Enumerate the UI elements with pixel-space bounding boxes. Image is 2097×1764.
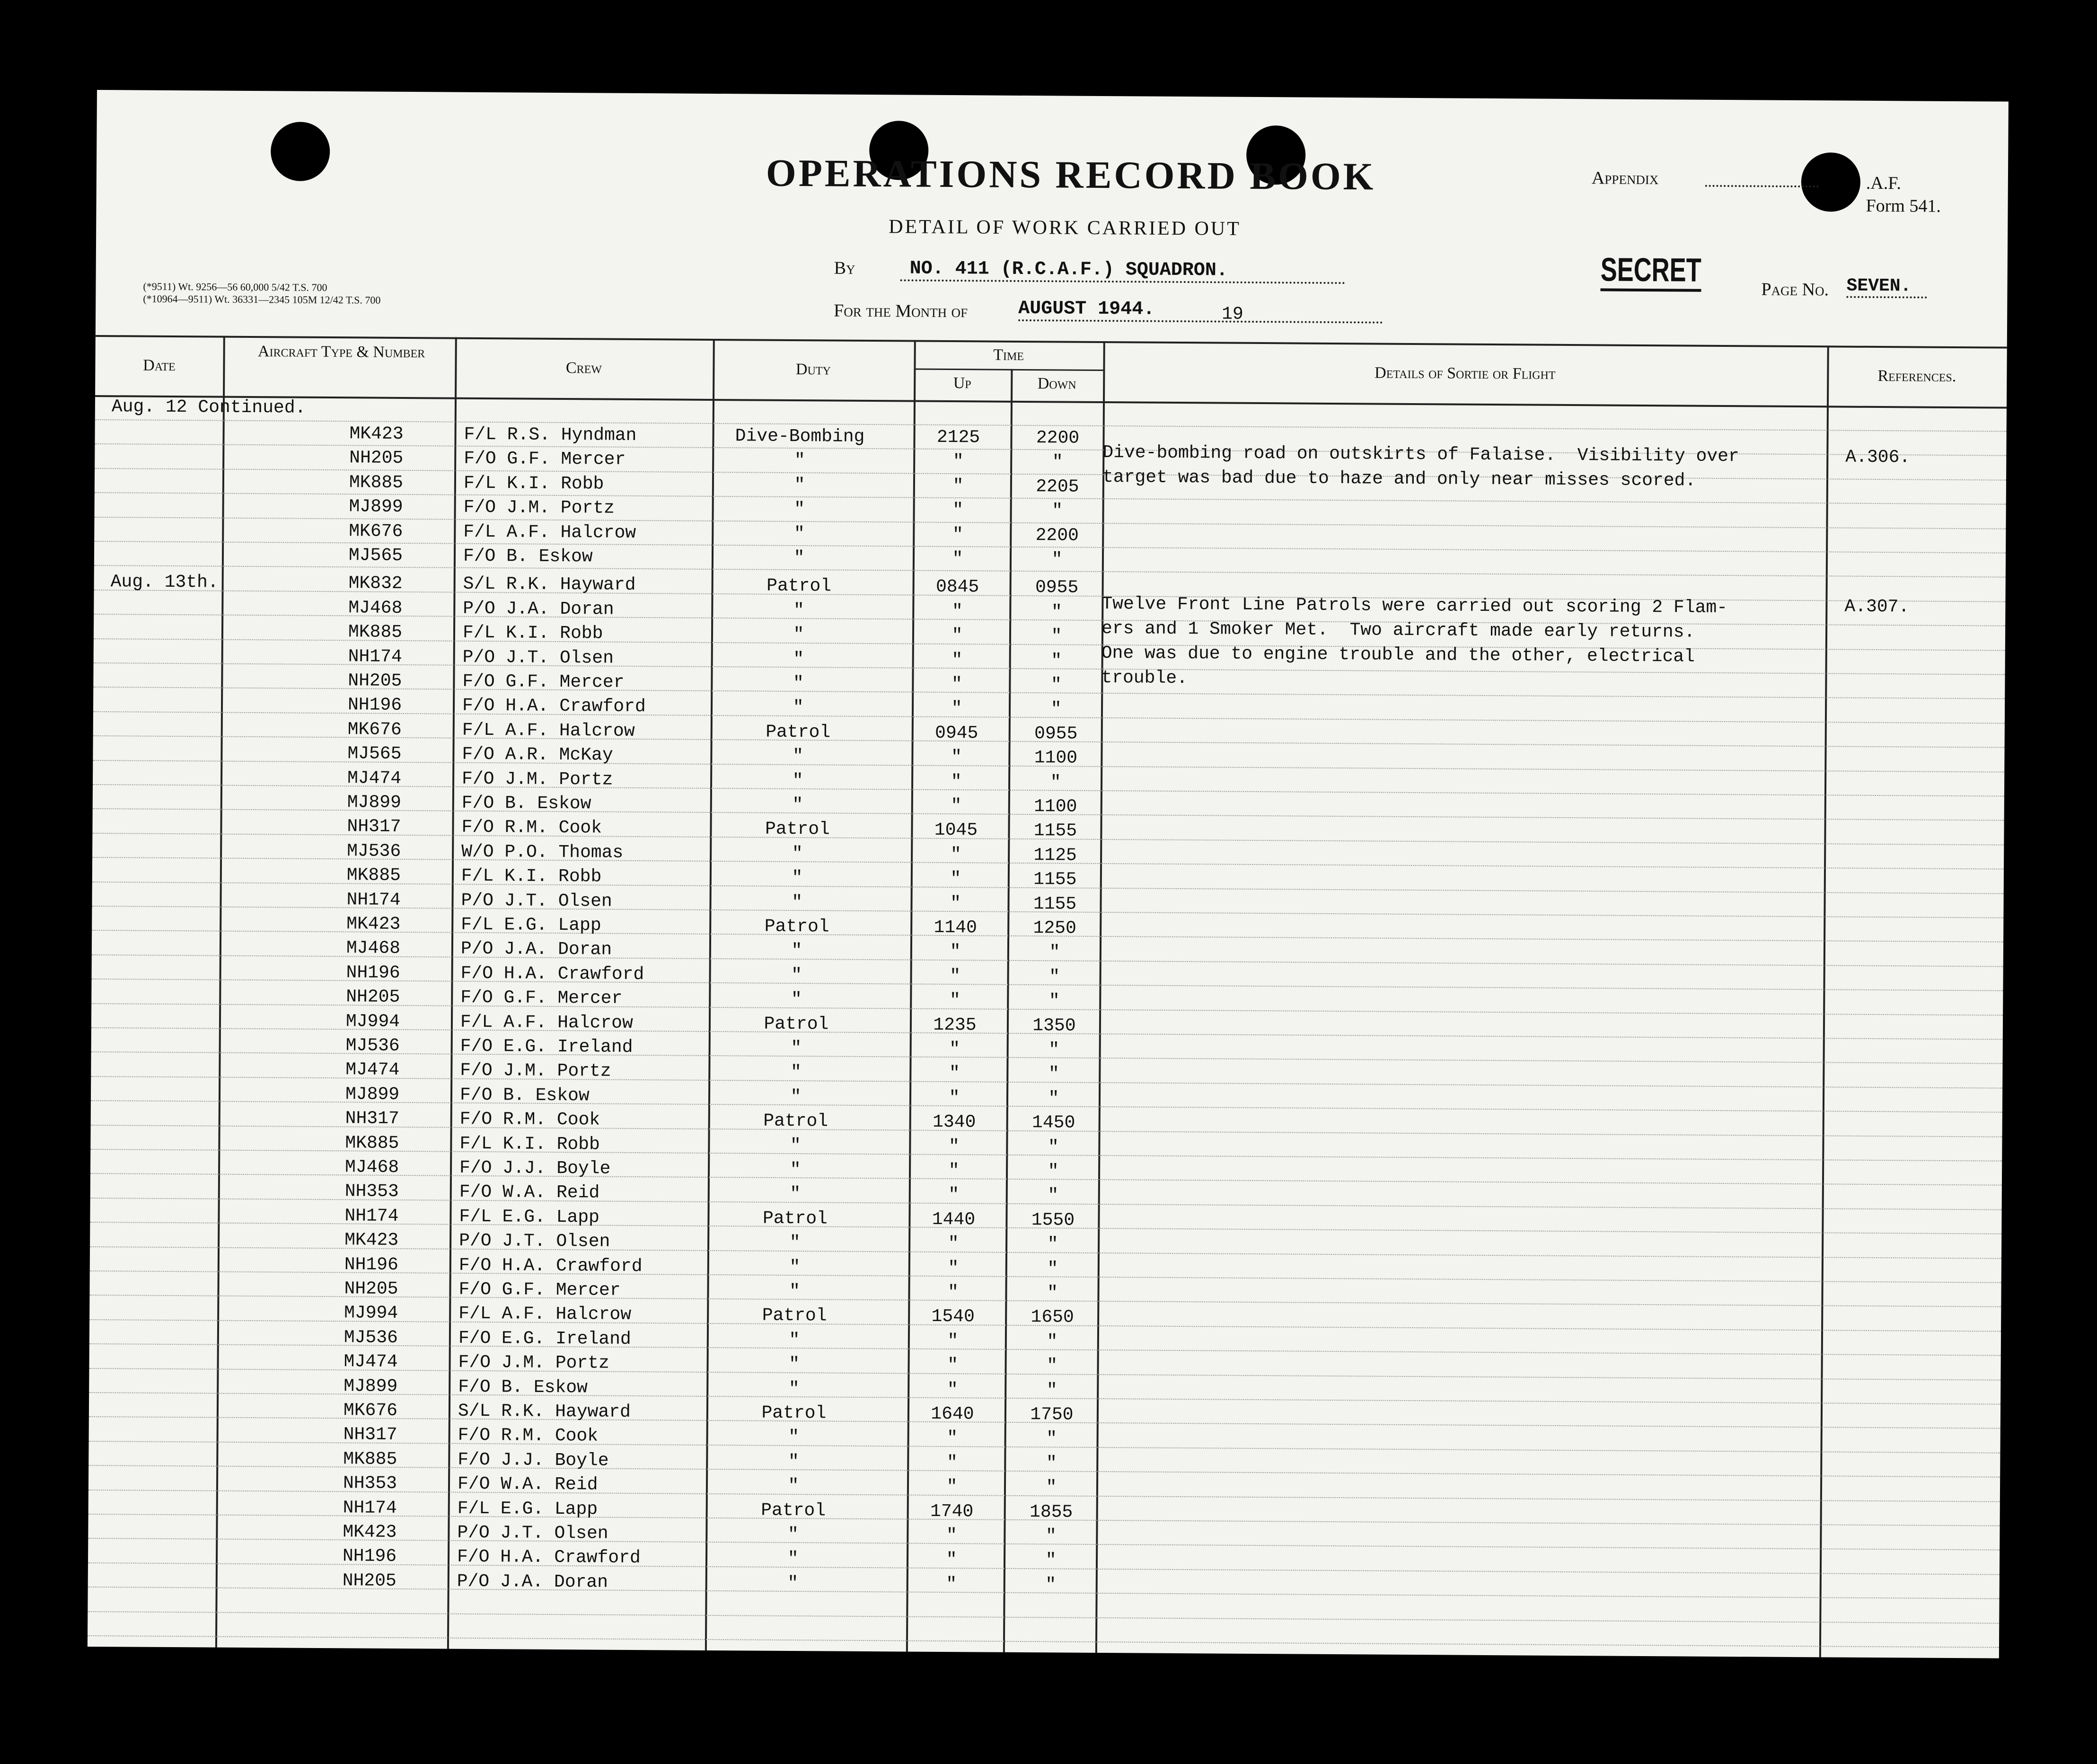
row-aircraft: MK423 (343, 1522, 397, 1543)
row-time-up: " (952, 650, 963, 670)
row-aircraft: NH317 (347, 816, 401, 838)
row-time-down: 2205 (1036, 476, 1079, 497)
row-duty: " (791, 941, 802, 961)
row-crew: P/O J.T. Olsen (459, 1230, 610, 1252)
row-time-up: " (949, 1063, 960, 1084)
row-time-up: " (946, 1550, 957, 1570)
sortie-details: Dive-bombing road on outskirts of Falaise. Visibility over target was bad due to haze and only near misses scored. (1102, 442, 1739, 491)
year-prefix: 19 (1222, 304, 1243, 325)
form-line-2: Form 541. (1866, 195, 1941, 216)
row-time-down: " (1048, 1064, 1059, 1085)
row-aircraft: MK423 (349, 423, 404, 444)
row-duty: Patrol (761, 1500, 826, 1521)
row-time-up: " (948, 1136, 960, 1157)
col-header-aircraft: Aircraft Type & Number (257, 343, 425, 362)
col-divider (1003, 369, 1013, 1652)
punch-hole (271, 122, 330, 181)
row-time-up: 1340 (932, 1112, 976, 1133)
row-crew: F/L E.G. Lapp (461, 914, 601, 936)
row-aircraft: MK676 (349, 520, 403, 542)
squadron-value: NO. 411 (R.C.A.F.) SQUADRON. (900, 258, 1345, 284)
row-aircraft: NH196 (346, 962, 400, 983)
row-duty: Patrol (762, 1305, 827, 1326)
row-duty: " (792, 843, 803, 864)
row-time-down: " (1050, 675, 1062, 696)
row-time-up: " (947, 1331, 959, 1351)
row-time-down: " (1047, 1332, 1058, 1352)
page-no-value: SEVEN. (1846, 276, 1927, 299)
row-crew: F/O R.M. Cook (458, 1425, 599, 1446)
row-time-down: " (1048, 1185, 1059, 1206)
row-time-down: " (1047, 1234, 1058, 1255)
row-aircraft: MK885 (343, 1449, 397, 1470)
page-subtitle: DETAIL OF WORK CARRIED OUT (889, 216, 1242, 240)
appendix-field (1705, 185, 1819, 187)
row-crew: F/O B. Eskow (461, 793, 591, 814)
row-time-up: " (951, 796, 962, 817)
row-aircraft: MJ474 (347, 767, 402, 789)
header-bottom-rule (95, 395, 2007, 409)
row-aircraft: NH174 (346, 889, 401, 910)
row-duty: " (790, 1062, 802, 1083)
row-crew: F/L A.F. Halcrow (458, 1304, 632, 1325)
row-crew: P/O J.A. Doran (463, 598, 614, 620)
row-aircraft: MK423 (346, 914, 401, 935)
row-aircraft: NH174 (344, 1206, 399, 1226)
row-time-down: " (1051, 549, 1063, 570)
row-duty: " (789, 1354, 800, 1375)
row-time-down: 1855 (1029, 1501, 1073, 1523)
row-time-up: 1740 (930, 1501, 974, 1522)
row-aircraft: NH317 (343, 1424, 397, 1446)
row-crew: F/O G.F. Mercer (462, 671, 625, 693)
row-crew: F/O J.M. Portz (461, 768, 613, 790)
row-time-down: 1100 (1034, 748, 1078, 768)
row-duty: " (788, 1476, 799, 1497)
row-duty: " (789, 1257, 801, 1278)
row-aircraft: MK832 (348, 573, 403, 594)
imprint-line-2: (*10964—9511) Wt. 36331—2345 105M 12/42 T.S. 700 (143, 292, 381, 306)
row-time-down: " (1046, 1477, 1057, 1498)
row-crew: F/L E.G. Lapp (459, 1206, 600, 1228)
row-time-up: 1540 (931, 1306, 975, 1327)
row-aircraft: MJ474 (344, 1351, 398, 1373)
row-time-down: 1550 (1031, 1209, 1075, 1231)
row-crew: F/O G.F. Mercer (464, 449, 626, 470)
row-duty: " (793, 548, 805, 569)
row-time-up: " (949, 1039, 960, 1060)
row-time-down: " (1048, 1161, 1059, 1182)
row-duty: " (787, 1524, 799, 1545)
row-time-up: " (950, 893, 961, 914)
row-duty: " (792, 746, 803, 767)
col-header-down: Down (1037, 375, 1076, 393)
row-crew: F/O G.F. Mercer (460, 987, 623, 1009)
row-duty: " (793, 649, 804, 670)
punch-hole (1801, 152, 1860, 212)
row-crew: F/L A.F. Halcrow (462, 720, 635, 741)
row-time-up: " (950, 869, 961, 890)
row-duty: " (794, 475, 805, 495)
row-time-down: " (1049, 942, 1060, 963)
row-aircraft: NH353 (343, 1473, 397, 1494)
row-crew: P/O J.A. Doran (460, 939, 612, 961)
row-time-down: " (1050, 772, 1061, 793)
row-duty: " (789, 1233, 801, 1253)
row-aircraft: MJ468 (346, 938, 401, 959)
row-aircraft: MJ565 (348, 545, 403, 566)
row-time-up: " (947, 1282, 959, 1303)
row-time-up: " (951, 674, 962, 695)
row-duty: " (793, 600, 804, 621)
row-duty: " (793, 523, 805, 544)
row-aircraft: NH196 (347, 695, 402, 716)
row-duty: " (790, 1086, 802, 1107)
row-time-down: " (1046, 1429, 1057, 1449)
row-duty: " (789, 1330, 800, 1350)
row-time-up: " (951, 771, 962, 792)
col-header-references: References. (1877, 367, 1956, 386)
row-date: Aug. 13th. (110, 572, 219, 593)
row-time-up: " (948, 1161, 960, 1182)
row-time-down: 0955 (1035, 577, 1079, 599)
row-aircraft: MJ536 (345, 1035, 400, 1056)
row-time-down: " (1045, 1575, 1057, 1596)
row-time-up: " (950, 844, 961, 865)
row-duty: " (792, 770, 803, 791)
row-time-up: " (951, 698, 962, 719)
row-crew: F/O B. Eskow (463, 546, 593, 567)
form-number (1866, 172, 1941, 218)
col-header-crew: Crew (565, 359, 602, 377)
row-time-down: " (1052, 452, 1063, 473)
row-time-down: " (1048, 1088, 1059, 1109)
row-time-down: " (1051, 602, 1062, 623)
row-duty: " (792, 868, 803, 889)
secret-stamp: SECRET (1600, 250, 1701, 291)
row-crew: P/O J.T. Olsen (457, 1522, 608, 1544)
row-aircraft: NH205 (348, 670, 402, 691)
row-aircraft: MJ994 (344, 1303, 398, 1324)
row-aircraft: NH353 (344, 1181, 399, 1202)
row-time-down: 1350 (1032, 1015, 1076, 1036)
row-time-up: " (952, 451, 964, 472)
row-duty: " (792, 892, 803, 913)
row-crew: F/O W.A. Reid (459, 1182, 600, 1203)
row-crew: S/L R.K. Hayward (458, 1401, 631, 1422)
row-crew: F/L A.F. Halcrow (463, 521, 636, 543)
by-label: By (834, 258, 855, 278)
row-time-up: " (948, 1234, 959, 1254)
row-crew: F/O H.A. Crawford (462, 696, 646, 717)
row-duty: " (794, 450, 805, 471)
ruled-line (88, 1635, 1999, 1648)
row-time-down: 0955 (1034, 723, 1078, 744)
row-crew: F/O J.M. Portz (458, 1352, 609, 1374)
row-crew: F/L K.I. Robb (461, 865, 602, 887)
row-time-down: " (1045, 1526, 1057, 1547)
row-time-up: 1640 (931, 1403, 974, 1425)
appendix-label: Appendix (1591, 168, 1659, 189)
row-time-down: " (1051, 650, 1062, 671)
row-aircraft: NH196 (342, 1546, 397, 1567)
row-time-down: 1155 (1033, 820, 1077, 842)
row-time-down: 1155 (1033, 893, 1077, 915)
row-time-down: " (1046, 1453, 1057, 1474)
row-duty: " (794, 499, 805, 520)
row-time-down: 1250 (1033, 918, 1076, 939)
row-time-down: " (1047, 1283, 1058, 1304)
row-aircraft: MJ468 (344, 1157, 399, 1178)
row-aircraft: MJ468 (348, 598, 403, 618)
row-time-down: " (1047, 1356, 1058, 1376)
form-line-1: .A.F. (1866, 173, 1902, 194)
row-crew: F/O H.A. Crawford (460, 963, 644, 985)
row-time-up: 0845 (935, 577, 979, 598)
row-time-up: " (947, 1355, 959, 1376)
row-time-up: " (949, 1087, 960, 1108)
row-crew: P/O J.T. Olsen (462, 647, 614, 669)
row-time-down: 2200 (1035, 525, 1079, 546)
row-duty: " (791, 989, 802, 1010)
row-time-down: " (1050, 699, 1062, 720)
row-duty: " (787, 1573, 799, 1594)
row-time-up: 1140 (934, 917, 977, 938)
row-crew: F/O B. Eskow (459, 1085, 590, 1106)
row-time-down: " (1051, 626, 1062, 647)
col-header-details: Details of Sortie or Flight (1375, 364, 1556, 383)
row-aircraft: NH174 (343, 1497, 397, 1518)
row-duty: " (793, 673, 804, 694)
row-aircraft: MK885 (349, 472, 404, 493)
row-aircraft: MJ899 (347, 792, 401, 813)
printer-imprint (143, 281, 380, 307)
row-aircraft: MJ994 (345, 1011, 400, 1032)
row-aircraft: MK885 (345, 1132, 399, 1154)
row-duty: Patrol (764, 1014, 829, 1035)
col-header-time: Time (993, 346, 1024, 364)
row-crew: W/O P.O. Thomas (461, 841, 624, 863)
row-aircraft: MK423 (344, 1230, 399, 1251)
row-duty: " (788, 1378, 800, 1399)
row-crew: F/O J.M. Portz (463, 497, 615, 519)
row-crew: F/O A.R. McKay (462, 744, 613, 766)
row-crew: F/O B. Eskow (458, 1376, 588, 1398)
row-crew: F/O J.J. Boyle (458, 1449, 609, 1471)
row-time-up: " (946, 1452, 958, 1473)
row-time-up: " (952, 626, 963, 646)
row-time-down: " (1052, 501, 1063, 521)
row-crew: F/O J.J. Boyle (459, 1157, 611, 1179)
row-duty: " (791, 1038, 802, 1059)
row-time-up: " (951, 747, 962, 768)
row-time-up: " (947, 1428, 958, 1449)
row-aircraft: NH174 (348, 646, 402, 667)
row-time-up: " (946, 1574, 957, 1595)
row-aircraft: MJ474 (345, 1059, 400, 1081)
row-duty: Patrol (764, 916, 829, 937)
row-time-down: " (1048, 1040, 1060, 1060)
row-duty: " (793, 697, 804, 718)
row-time-down: " (1046, 1380, 1057, 1401)
row-duty: " (793, 625, 804, 645)
row-time-up: " (946, 1477, 958, 1498)
row-duty: " (790, 1184, 801, 1205)
row-time-up: " (946, 1526, 957, 1546)
row-time-up: " (952, 601, 963, 622)
col-divider (215, 336, 225, 1648)
row-aircraft: NH196 (344, 1254, 398, 1275)
row-aircraft: NH317 (345, 1108, 399, 1129)
row-aircraft: NH205 (349, 448, 404, 469)
row-crew: F/O G.F. Mercer (458, 1279, 621, 1301)
row-time-up: " (952, 549, 963, 570)
row-duty: Patrol (763, 1111, 828, 1132)
row-time-down: " (1048, 1137, 1059, 1158)
row-crew: F/L E.G. Lapp (457, 1498, 598, 1520)
row-duty: Patrol (766, 722, 831, 743)
row-time-down: 1750 (1030, 1404, 1074, 1425)
row-crew: F/O W.A. Reid (457, 1473, 598, 1495)
row-time-down: " (1049, 967, 1060, 988)
row-crew: F/O R.M. Cook (459, 1109, 600, 1130)
row-duty: " (792, 795, 803, 816)
row-duty: " (788, 1451, 799, 1472)
row-duty: " (789, 1281, 801, 1302)
row-time-up: 0945 (934, 723, 978, 744)
row-aircraft: NH205 (346, 987, 400, 1008)
row-time-up: 2125 (936, 427, 980, 448)
row-aircraft: MJ536 (344, 1327, 398, 1348)
row-crew: F/O H.A. Crawford (457, 1547, 641, 1569)
record-sheet (88, 90, 2009, 1658)
month-value: AUGUST 1944. (1018, 298, 1383, 324)
col-divider (1095, 341, 1105, 1653)
row-crew: P/O J.A. Doran (457, 1571, 608, 1593)
row-aircraft: NH205 (342, 1570, 396, 1591)
row-aircraft: NH205 (344, 1279, 398, 1299)
row-time-down: " (1047, 1258, 1058, 1279)
row-duty: Dive-Bombing (735, 426, 865, 447)
row-duty: Patrol (761, 1402, 827, 1424)
row-time-down: 1450 (1031, 1112, 1075, 1133)
row-crew: P/O J.T. Olsen (461, 890, 612, 912)
row-duty: " (787, 1549, 799, 1570)
row-crew: F/L K.I. Robb (459, 1133, 600, 1155)
row-duty: Patrol (765, 819, 830, 840)
row-time-up: " (947, 1379, 958, 1400)
row-crew: F/L K.I. Robb (462, 622, 603, 644)
row-crew: F/L K.I. Robb (463, 473, 604, 494)
col-header-duty: Duty (795, 361, 831, 379)
sortie-details: Twelve Front Line Patrols were carried out scoring 2 Flam- ers and 1 Smoker Met. Two aircraft made early returns. One was due to engine trouble and the other, electrical trouble. (1101, 593, 1728, 689)
sortie-reference: A.306. (1845, 447, 1911, 468)
row-duty: Patrol (762, 1208, 828, 1229)
row-duty: " (791, 965, 802, 986)
col-header-up: Up (953, 374, 971, 392)
row-time-up: " (950, 942, 961, 962)
row-aircraft: MK885 (348, 622, 403, 643)
row-duty: Patrol (767, 576, 832, 597)
row-duty: " (790, 1159, 801, 1181)
row-aircraft: MJ899 (344, 1376, 398, 1397)
row-aircraft: MK676 (343, 1400, 398, 1421)
row-time-up: " (952, 500, 964, 521)
col-divider (1819, 345, 1829, 1657)
row-time-down: 1125 (1033, 845, 1077, 866)
row-time-down: 1650 (1031, 1307, 1074, 1328)
row-time-down: " (1045, 1550, 1057, 1571)
row-crew: F/O E.G. Ireland (460, 1036, 633, 1058)
page-no-label: Page No. (1761, 279, 1829, 300)
row-crew: F/O E.G. Ireland (458, 1328, 631, 1349)
row-time-up: " (952, 524, 963, 545)
row-time-up: 1045 (934, 820, 978, 841)
row-crew: S/L R.K. Hayward (463, 574, 636, 596)
row-time-up: 1235 (933, 1014, 977, 1035)
month-label: For the Month of (834, 300, 968, 322)
row-time-down: 2200 (1036, 428, 1080, 449)
row-aircraft: MJ536 (347, 841, 401, 862)
record-table (88, 335, 2007, 1658)
row-aircraft: MK676 (347, 719, 402, 740)
row-time-up: 1440 (932, 1209, 976, 1230)
row-time-up: " (950, 966, 961, 987)
row-aircraft: MJ565 (347, 743, 402, 765)
imprint-line-1: (*9511) Wt. 9256—56 60,000 5/42 T.S. 700 (143, 280, 327, 293)
row-duty: " (788, 1427, 800, 1448)
row-time-down: 1155 (1033, 869, 1077, 890)
row-time-down: " (1048, 991, 1060, 1012)
row-time-up: " (948, 1258, 959, 1279)
row-crew: F/O R.M. Cook (461, 817, 602, 838)
row-time-up: " (952, 476, 964, 496)
col-header-date: Date (143, 356, 176, 375)
row-aircraft: MJ899 (349, 496, 403, 518)
time-split-rule (914, 369, 1103, 371)
sortie-reference: A.307. (1844, 596, 1910, 617)
row-crew: F/O H.A. Crawford (458, 1255, 643, 1277)
row-crew: F/L R.S. Hyndman (464, 424, 637, 446)
page-title: OPERATIONS RECORD BOOK (766, 151, 1376, 198)
row-duty: " (790, 1135, 801, 1156)
section-label: Aug. 12 Continued. (111, 397, 306, 418)
row-time-up: " (949, 990, 960, 1011)
row-crew: F/O J.M. Portz (460, 1060, 611, 1082)
ruled-line (88, 1611, 1999, 1624)
row-aircraft: MK885 (346, 865, 401, 886)
row-crew: F/L A.F. Halcrow (460, 1012, 633, 1033)
row-time-down: 1100 (1034, 796, 1077, 817)
col-divider (906, 340, 916, 1652)
row-time-up: " (948, 1185, 960, 1206)
row-aircraft: MJ899 (345, 1084, 400, 1105)
